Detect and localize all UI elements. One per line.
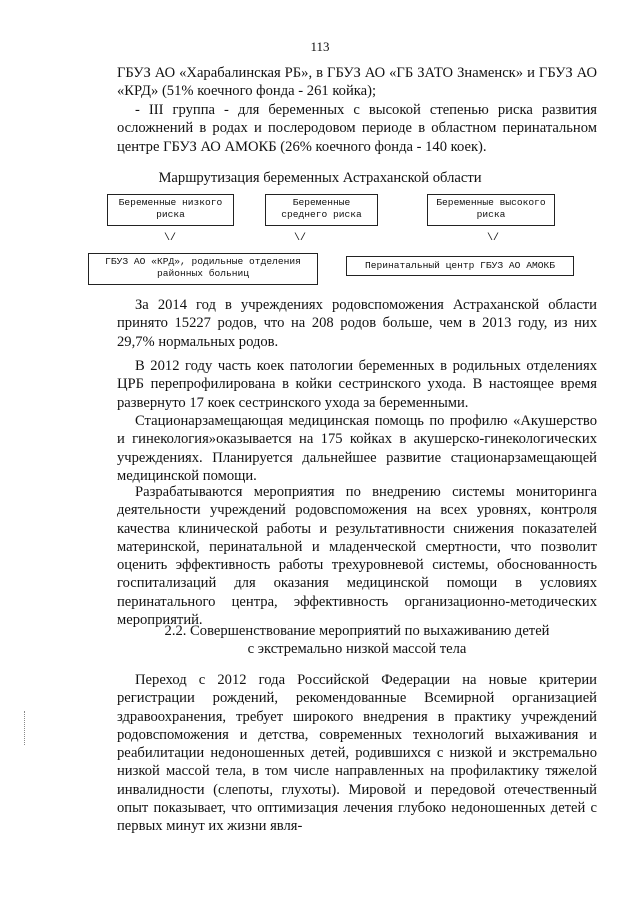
paragraph-group2-tail: ГБУЗ АО «Харабалинская РБ», в ГБУЗ АО «ГБ ЗАТО Знаменск» и ГБУЗ АО «КРД» (51% коечного фонда - 261 койка); bbox=[117, 65, 597, 100]
section-title-line2: с экстремально низкой массой тела bbox=[247, 641, 467, 658]
diagram-title: Маршрутизация беременных Астраханской области bbox=[158, 170, 482, 186]
box-krd-district: ГБУЗ АО «КРД», родильные отделения районных больниц bbox=[88, 253, 318, 285]
paragraph-transition-2012: Переход с 2012 года Российской Федерации на новые критерии регистрации рождений, рекомендованные Всемирной организацией здравоохранения, требует широкого внедрения в практику учреждений родовспоможения и детства, современных технологий выхаживания и реабилитации недоношенных детей, родившихся с низкой и экстремально низкой массой тела, в том числе направленных на профилактику тяжелой инвалидности (слепоты, глухоты). Мировой и передовой отечественный опыт показывает, что оптимизация лечения глубоко недоношенных детей с первых минут их жизни явля- bbox=[117, 672, 597, 835]
box-low-risk: Беременные низкого риска bbox=[107, 194, 234, 226]
box-high-risk: Беременные высокого риска bbox=[427, 194, 555, 226]
margin-dotted-mark bbox=[24, 711, 27, 745]
paragraph-monitoring: Разрабатываются мероприятия по внедрению системы мониторинга деятельности учреждений родовспоможения на всех уровнях, контроля качества клинической работы и результативности снижения показателей материнской, перинатальной и младенческой смертности, что позволит оценить эффективность работы трехуровневой системы, обоснованность госпитализаций для оказания медицинской помощи в условиях перинатального центра, эффективность организационно-методических мероприятий. bbox=[117, 484, 597, 629]
paragraph-births-2014: За 2014 год в учреждениях родовспоможения Астраханской области принято 15227 родов, что на 208 родов больше, чем в 2013 году, из них 29,7% нормальных родов. bbox=[117, 297, 597, 350]
arrow-low: \/ bbox=[163, 233, 176, 244]
box-perinatal-center: Перинатальный центр ГБУЗ АО АМОКБ bbox=[346, 256, 574, 276]
arrow-high: \/ bbox=[486, 233, 499, 244]
page-number: 113 bbox=[310, 39, 330, 54]
section-title-line1: 2.2. Совершенствование мероприятий по выхаживанию детей bbox=[164, 623, 550, 639]
section-title bbox=[117, 622, 597, 659]
paragraph-group3: - III группа - для беременных с высокой степенью риска развития осложнений в родах и послеродовом периоде в областном перинатальном центре ГБУЗ АО АМОКБ (26% коечного фонда - 140 коек). bbox=[117, 102, 597, 155]
paragraph-nursing-beds: В 2012 году часть коек патологии беременных в родильных отделениях ЦРБ перепрофилирована в койки сестринского ухода. В настоящее время развернуто 17 коек сестринского ухода за беременными. bbox=[117, 358, 597, 411]
paragraph-day-care: Стационарзамещающая медицинская помощь по профилю «Акушерство и гинекология»оказывается на 175 койках в акушерско-гинекологических учреждениях. Планируется дальнейшее развитие стационарзамещающей медицинской помощи. bbox=[117, 413, 597, 484]
box-medium-risk: Беременные среднего риска bbox=[265, 194, 378, 226]
arrow-mid: \/ bbox=[293, 233, 306, 244]
